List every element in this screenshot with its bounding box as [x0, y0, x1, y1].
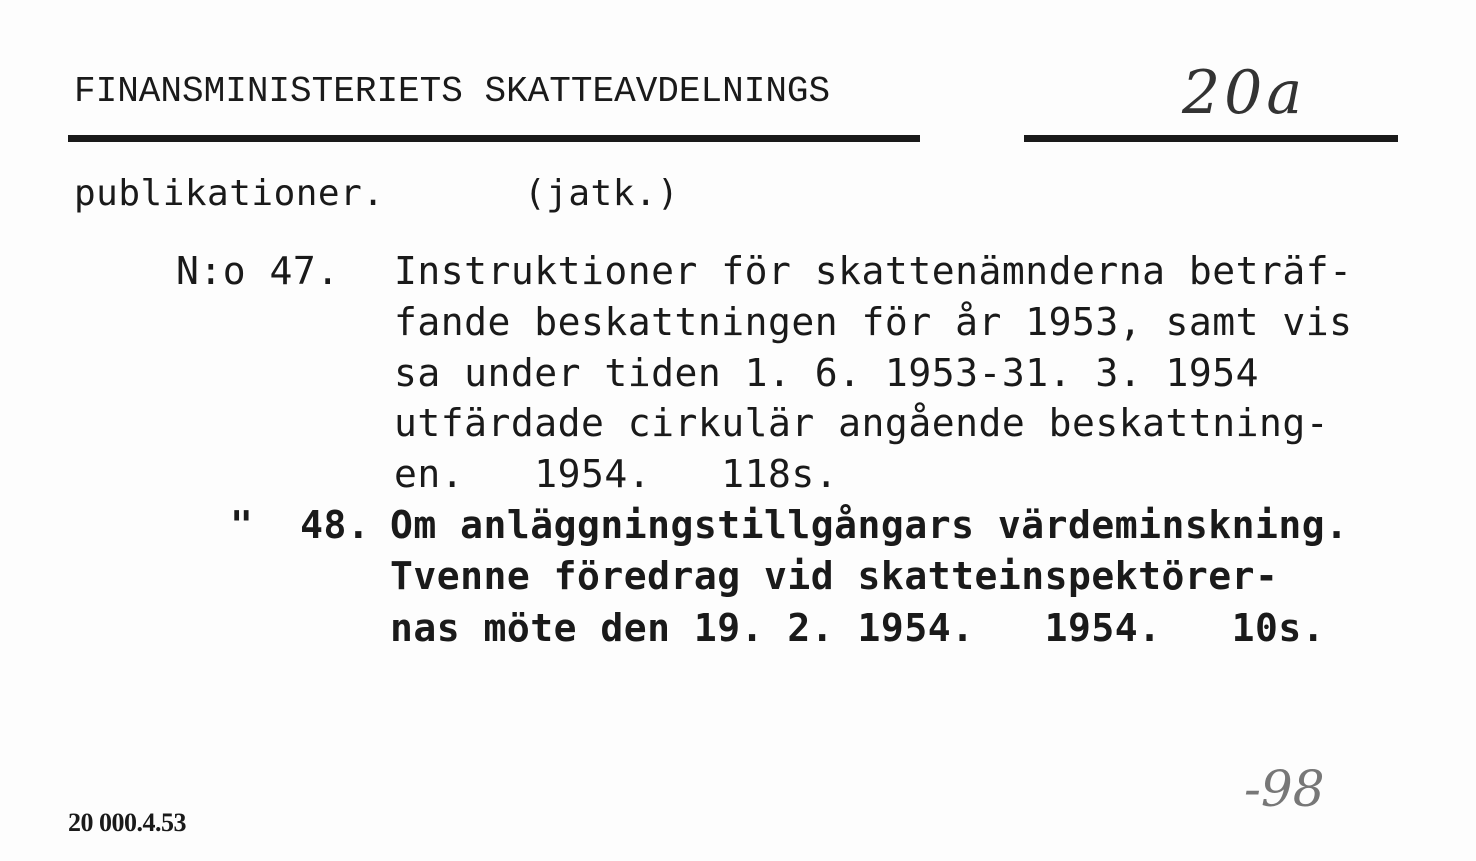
entry-line: sa under tiden 1. 6. 1953-31. 3. 1954	[394, 351, 1259, 395]
subtitle-continued: (jatk.)	[524, 173, 680, 214]
header-title: FINANSMINISTERIETS SKATTEAVDELNINGS	[74, 71, 831, 112]
entry-line: fande beskattningen för år 1953, samt vis	[394, 300, 1353, 344]
entry-line: nas möte den 19. 2. 1954. 1954. 10s.	[390, 606, 1326, 650]
subtitle: publikationer.	[74, 173, 385, 214]
entry-line: en. 1954. 118s.	[394, 452, 839, 496]
call-number: 20a	[1182, 58, 1307, 128]
header-rule-left	[68, 135, 920, 142]
page-mark: -98	[1244, 760, 1325, 818]
entry-line: Om anläggningstillgångars värdeminskning.	[390, 503, 1349, 547]
header-rule-right	[1024, 135, 1398, 142]
print-code: 20 000.4.53	[68, 808, 186, 837]
entry-line: Tvenne föredrag vid skatteinspektörer-	[390, 554, 1279, 598]
entry-line: utfärdade cirkulär angående beskattning-	[394, 401, 1330, 445]
entry-line: Instruktioner för skattenämnderna beträf-	[394, 249, 1353, 293]
entry-number: " 48.	[230, 503, 371, 547]
entry-number: N:o 47.	[176, 249, 340, 293]
